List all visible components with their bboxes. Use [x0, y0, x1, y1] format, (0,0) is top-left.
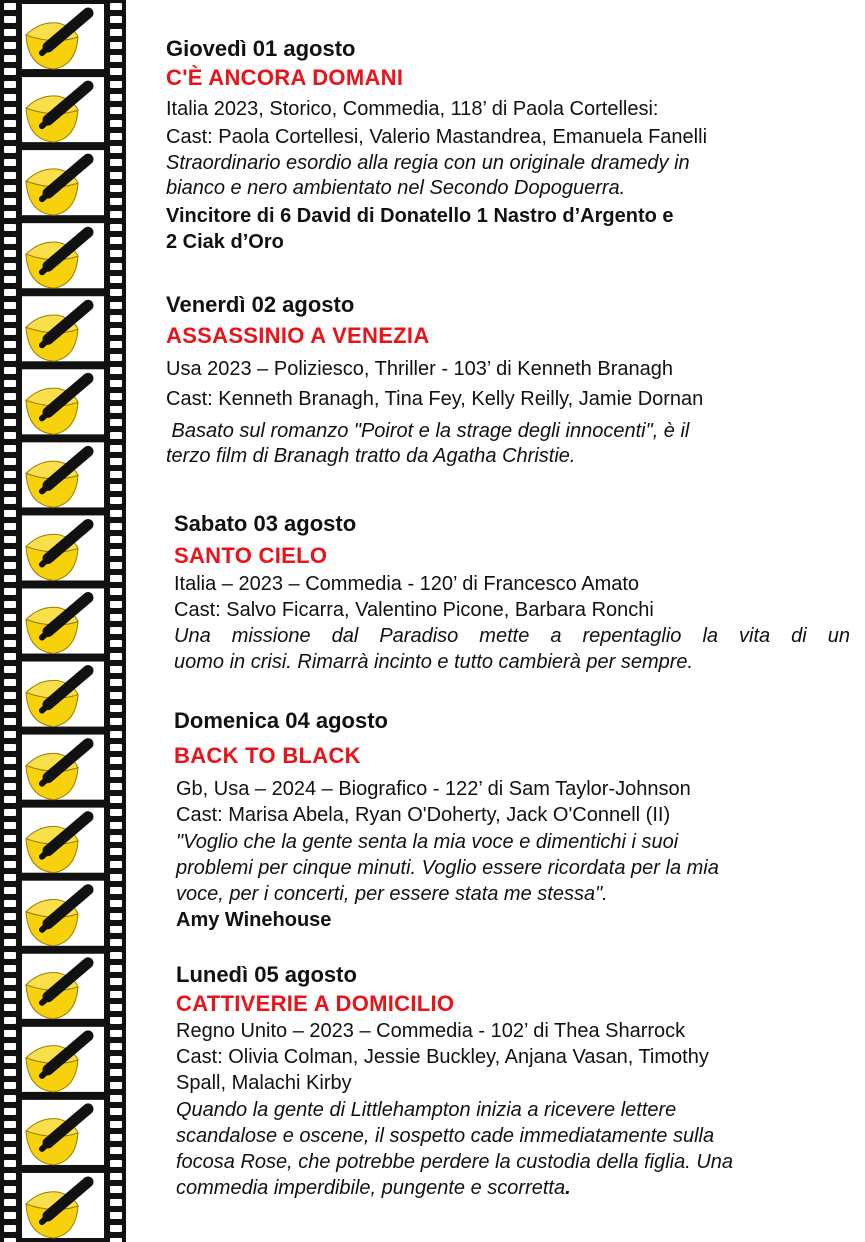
sprocket-hole — [4, 965, 16, 972]
sprocket-hole — [4, 1108, 16, 1115]
sprocket-hole — [110, 1030, 122, 1037]
sprocket-hole — [110, 1056, 122, 1063]
entry-description-line: focosa Rose, che potrebbe perdere la custodia della figlia. Una — [176, 1151, 734, 1173]
sprocket-hole — [4, 536, 16, 543]
sprocket-hole — [110, 653, 122, 660]
sprocket-hole — [110, 146, 122, 153]
sprocket-hole — [110, 367, 122, 374]
sprocket-hole — [4, 1069, 16, 1076]
entry-description-line: terzo film di Branagh tratto da Agatha Christie. — [166, 445, 576, 467]
sprocket-hole — [4, 406, 16, 413]
sprocket-hole — [4, 1004, 16, 1011]
sprocket-hole — [110, 887, 122, 894]
sprocket-hole — [4, 705, 16, 712]
sprocket-hole — [110, 1173, 122, 1180]
sprocket-hole — [110, 1225, 122, 1232]
sprocket-hole — [4, 1147, 16, 1154]
entry-info: Regno Unito – 2023 – Commedia - 102’ di Thea Sharrock — [176, 1020, 686, 1042]
sprocket-hole — [4, 1134, 16, 1141]
sprocket-hole — [110, 1121, 122, 1128]
entry-description-line — [176, 1176, 571, 1201]
sprocket-hole — [110, 562, 122, 569]
sprocket-hole — [110, 120, 122, 127]
entry-title: BACK TO BLACK — [174, 743, 361, 768]
sprocket-hole — [110, 250, 122, 257]
sprocket-hole — [4, 289, 16, 296]
sprocket-hole — [4, 731, 16, 738]
sprocket-hole — [110, 874, 122, 881]
sprocket-hole — [4, 107, 16, 114]
entry-cast-line: Spall, Malachi Kirby — [176, 1072, 352, 1094]
sprocket-hole — [4, 367, 16, 374]
sprocket-hole — [4, 861, 16, 868]
sprocket-hole — [4, 1160, 16, 1167]
entry-description-line: Quando la gente di Littlehampton inizia a ricevere lettere — [176, 1099, 677, 1121]
sprocket-hole — [4, 809, 16, 816]
sprocket-hole — [110, 666, 122, 673]
sprocket-hole — [4, 328, 16, 335]
entry-award-line: Vincitore di 6 David di Donatello 1 Nastro d’Argento e — [166, 205, 674, 227]
sprocket-hole — [110, 640, 122, 647]
entry-day: Venerdì 02 agosto — [166, 292, 355, 317]
sprocket-hole — [4, 692, 16, 699]
sprocket-hole — [4, 588, 16, 595]
sprocket-hole — [4, 575, 16, 582]
entry-quote-author: Amy Winehouse — [176, 909, 332, 931]
sprocket-hole — [110, 1160, 122, 1167]
sprocket-hole — [4, 1082, 16, 1089]
sprocket-hole — [4, 380, 16, 387]
sprocket-hole — [110, 523, 122, 530]
sprocket-hole — [110, 1069, 122, 1076]
sprocket-hole — [110, 1043, 122, 1050]
sprocket-hole — [4, 172, 16, 179]
sprocket-hole — [4, 1056, 16, 1063]
sprocket-hole — [110, 419, 122, 426]
entry-description-line: Basato sul romanzo "Poirot e la strage degli innocenti", è il — [166, 420, 690, 442]
sprocket-hole — [110, 1238, 122, 1242]
sprocket-hole — [4, 978, 16, 985]
sprocket-hole — [110, 1095, 122, 1102]
entry-title: ASSASSINIO A VENEZIA — [166, 323, 430, 348]
sprocket-hole — [4, 913, 16, 920]
entry-title: CATTIVERIE A DOMICILIO — [176, 991, 455, 1016]
sprocket-hole — [4, 393, 16, 400]
sprocket-hole — [4, 770, 16, 777]
sprocket-hole — [4, 952, 16, 959]
sprocket-hole — [4, 263, 16, 270]
sprocket-hole — [4, 237, 16, 244]
sprocket-hole — [110, 328, 122, 335]
sprocket-hole — [110, 1186, 122, 1193]
sprocket-hole — [4, 68, 16, 75]
sprocket-hole — [4, 224, 16, 231]
entry-cast: Cast: Marisa Abela, Ryan O'Doherty, Jack O'Connell (II) — [176, 804, 671, 826]
sprocket-hole — [110, 770, 122, 777]
sprocket-hole — [110, 133, 122, 140]
entry-description-line: "Voglio che la gente senta la mia voce e dimentichi i suoi — [176, 831, 679, 853]
sprocket-hole — [4, 302, 16, 309]
entry-day: Domenica 04 agosto — [174, 708, 388, 733]
sprocket-hole — [4, 1199, 16, 1206]
sprocket-hole — [110, 1199, 122, 1206]
sprocket-hole — [110, 991, 122, 998]
sprocket-hole — [4, 796, 16, 803]
sprocket-hole — [110, 354, 122, 361]
sprocket-hole — [110, 848, 122, 855]
sprocket-hole — [110, 380, 122, 387]
sprocket-hole — [110, 289, 122, 296]
entry-day: Giovedì 01 agosto — [166, 36, 356, 61]
sprocket-hole — [110, 861, 122, 868]
sprocket-hole — [4, 614, 16, 621]
sprocket-hole — [4, 1043, 16, 1050]
sprocket-hole — [4, 601, 16, 608]
sprocket-hole — [110, 926, 122, 933]
sprocket-hole — [110, 1017, 122, 1024]
sprocket-hole — [4, 523, 16, 530]
sprocket-hole — [110, 315, 122, 322]
sprocket-hole — [110, 510, 122, 517]
entry-description-line: problemi per cinque minuti. Voglio essere ricordata per la mia — [176, 857, 719, 879]
sprocket-hole — [110, 627, 122, 634]
sprocket-hole — [4, 432, 16, 439]
sprocket-hole — [110, 3, 122, 10]
sprocket-hole — [4, 81, 16, 88]
sprocket-hole — [110, 263, 122, 270]
sprocket-hole — [4, 887, 16, 894]
sprocket-hole — [110, 679, 122, 686]
sprocket-hole — [4, 276, 16, 283]
sprocket-hole — [110, 81, 122, 88]
entry-description-line: Una missione dal Paradiso mette a repentaglio la vita di un — [174, 625, 850, 647]
sprocket-hole — [4, 835, 16, 842]
sprocket-hole — [4, 29, 16, 36]
sprocket-hole — [4, 445, 16, 452]
sprocket-hole — [110, 172, 122, 179]
sprocket-hole — [4, 120, 16, 127]
sprocket-hole — [110, 302, 122, 309]
sprocket-hole — [110, 588, 122, 595]
sprocket-hole — [4, 211, 16, 218]
sprocket-hole — [4, 1030, 16, 1037]
sprocket-hole — [110, 614, 122, 621]
sprocket-hole — [4, 1186, 16, 1193]
sprocket-hole — [110, 1004, 122, 1011]
sprocket-hole — [4, 1173, 16, 1180]
sprocket-hole — [4, 939, 16, 946]
sprocket-hole — [4, 185, 16, 192]
sprocket-hole — [4, 458, 16, 465]
filmstrip-graphic — [0, 0, 126, 1242]
sprocket-hole — [110, 224, 122, 231]
sprocket-hole — [110, 952, 122, 959]
sprocket-hole — [110, 211, 122, 218]
sprocket-hole — [4, 159, 16, 166]
sprocket-hole — [4, 16, 16, 23]
sprocket-hole — [4, 484, 16, 491]
entry-cast: Cast: Salvo Ficarra, Valentino Picone, Barbara Ronchi — [174, 599, 654, 621]
sprocket-hole — [4, 562, 16, 569]
sprocket-hole — [110, 237, 122, 244]
sprocket-hole — [110, 29, 122, 36]
sprocket-hole — [4, 679, 16, 686]
sprocket-hole — [4, 653, 16, 660]
sprocket-hole — [4, 991, 16, 998]
sprocket-hole — [110, 705, 122, 712]
sprocket-hole — [110, 757, 122, 764]
entry-info: Usa 2023 – Poliziesco, Thriller - 103’ di Kenneth Branagh — [166, 358, 673, 380]
sprocket-hole — [110, 744, 122, 751]
sprocket-hole — [4, 900, 16, 907]
sprocket-hole — [4, 822, 16, 829]
sprocket-hole — [110, 783, 122, 790]
sprocket-hole — [4, 94, 16, 101]
sprocket-hole — [4, 874, 16, 881]
sprocket-hole — [110, 1147, 122, 1154]
sprocket-hole — [4, 250, 16, 257]
sprocket-hole — [4, 627, 16, 634]
sprocket-hole — [4, 926, 16, 933]
sprocket-hole — [110, 1212, 122, 1219]
sprocket-hole — [4, 1095, 16, 1102]
sprocket-hole — [110, 16, 122, 23]
sprocket-hole — [110, 692, 122, 699]
sprocket-hole — [110, 809, 122, 816]
sprocket-hole — [110, 432, 122, 439]
sprocket-hole — [110, 471, 122, 478]
sprocket-hole — [4, 55, 16, 62]
sprocket-hole — [110, 341, 122, 348]
sprocket-hole — [110, 185, 122, 192]
sprocket-hole — [4, 42, 16, 49]
sprocket-hole — [110, 198, 122, 205]
sprocket-hole — [110, 445, 122, 452]
sprocket-hole — [110, 939, 122, 946]
sprocket-hole — [4, 1121, 16, 1128]
sprocket-hole — [110, 107, 122, 114]
sprocket-hole — [4, 1017, 16, 1024]
entry-title: C'È ANCORA DOMANI — [166, 65, 404, 90]
sprocket-hole — [110, 1108, 122, 1115]
sprocket-hole — [110, 1134, 122, 1141]
entry-description-line: scandalose e oscene, il sospetto cade immediatamente sulla — [176, 1125, 715, 1147]
sprocket-hole — [110, 276, 122, 283]
sprocket-hole — [4, 419, 16, 426]
sprocket-hole — [4, 783, 16, 790]
entry-description-line: voce, per i concerti, per essere stata me stessa". — [176, 883, 608, 905]
sprocket-hole — [4, 133, 16, 140]
sprocket-hole — [110, 913, 122, 920]
sprocket-hole — [4, 848, 16, 855]
sprocket-hole — [4, 146, 16, 153]
entry-cast: Cast: Paola Cortellesi, Valerio Mastandrea, Emanuela Fanelli — [166, 126, 708, 148]
entry-info: Italia 2023, Storico, Commedia, 118’ di Paola Cortellesi: — [166, 98, 659, 120]
sprocket-hole — [110, 393, 122, 400]
entry-description-line: bianco e nero ambientato nel Secondo Dopoguerra. — [166, 177, 626, 199]
entry-title: SANTO CIELO — [174, 543, 328, 568]
sprocket-hole — [110, 94, 122, 101]
sprocket-hole — [110, 536, 122, 543]
entry-day: Lunedì 05 agosto — [176, 962, 357, 987]
sprocket-hole — [110, 484, 122, 491]
entry-day: Sabato 03 agosto — [174, 511, 357, 536]
sprocket-hole — [110, 796, 122, 803]
sprocket-hole — [110, 601, 122, 608]
sprocket-hole — [110, 965, 122, 972]
sprocket-hole — [4, 315, 16, 322]
sprocket-hole — [110, 575, 122, 582]
sprocket-hole — [110, 900, 122, 907]
sprocket-hole — [4, 718, 16, 725]
sprocket-hole — [110, 68, 122, 75]
entry-cast: Cast: Kenneth Branagh, Tina Fey, Kelly Reilly, Jamie Dornan — [166, 388, 704, 410]
sprocket-hole — [4, 471, 16, 478]
sprocket-hole — [4, 757, 16, 764]
entry-info: Gb, Usa – 2024 – Biografico - 122’ di Sam Taylor-Johnson — [176, 778, 691, 800]
sprocket-hole — [110, 406, 122, 413]
sprocket-hole — [4, 3, 16, 10]
sprocket-hole — [110, 55, 122, 62]
sprocket-hole — [4, 1238, 16, 1242]
sprocket-hole — [4, 497, 16, 504]
sprocket-hole — [110, 549, 122, 556]
sprocket-hole — [4, 1225, 16, 1232]
sprocket-hole — [110, 497, 122, 504]
sprocket-hole — [110, 1082, 122, 1089]
sprocket-hole — [4, 354, 16, 361]
sprocket-hole — [4, 549, 16, 556]
sprocket-hole — [110, 978, 122, 985]
sprocket-hole — [110, 42, 122, 49]
entry-cast-line: Cast: Olivia Colman, Jessie Buckley, Anjana Vasan, Timothy — [176, 1046, 709, 1068]
sprocket-hole — [4, 510, 16, 517]
sprocket-hole — [4, 640, 16, 647]
sprocket-hole — [4, 666, 16, 673]
entry-description-line: uomo in crisi. Rimarrà incinto e tutto cambierà per sempre. — [174, 651, 694, 673]
sprocket-hole — [110, 835, 122, 842]
sprocket-hole — [110, 731, 122, 738]
sprocket-hole — [4, 198, 16, 205]
sprocket-hole — [4, 744, 16, 751]
entry-description-period: . — [565, 1177, 571, 1199]
sprocket-hole — [110, 458, 122, 465]
sprocket-hole — [4, 341, 16, 348]
entry-description-line: Straordinario esordio alla regia con un originale dramedy in — [166, 152, 690, 174]
filmstrip — [0, 0, 126, 1242]
entry-description-text: commedia imperdibile, pungente e scorretta — [176, 1177, 566, 1199]
entry-award-line: 2 Ciak d’Oro — [166, 231, 284, 253]
sprocket-hole — [4, 1212, 16, 1219]
sprocket-hole — [110, 718, 122, 725]
entry-info: Italia – 2023 – Commedia - 120’ di Francesco Amato — [174, 573, 640, 595]
sprocket-hole — [110, 822, 122, 829]
sprocket-hole — [110, 159, 122, 166]
